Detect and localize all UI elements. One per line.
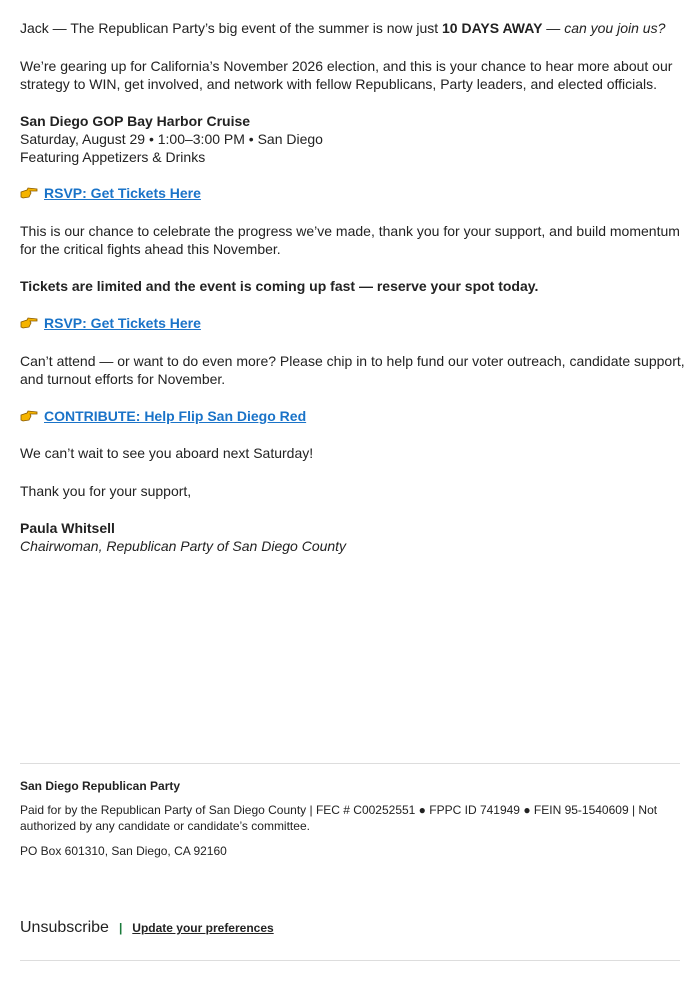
footer-org-name: [20, 778, 680, 794]
update-preferences-link[interactable]: Update your preferences: [132, 921, 274, 935]
footer-divider-top: [20, 763, 680, 764]
unsubscribe-link[interactable]: Unsubscribe: [20, 919, 109, 936]
contribute-link[interactable]: [20, 407, 306, 425]
chip-in-paragraph: Can’t attend — or want to do even more? Please chip in to help fund our voter outreach, candidate support, and turnout efforts for November.: [20, 353, 685, 387]
pointing-hand-icon: [20, 409, 38, 423]
contribute-link-label: CONTRIBUTE: Help Flip San Diego Red: [44, 408, 307, 424]
pointing-hand-icon: [20, 186, 38, 200]
event-datetime: Saturday, August 29 • 1:00–3:00 PM • San Diego: [20, 131, 323, 147]
footer-divider-bottom: [20, 960, 680, 961]
footer-address: PO Box 601310, San Diego, CA 92160: [20, 844, 227, 858]
event-featuring: Featuring Appetizers & Drinks: [20, 149, 206, 165]
intro-paragraph: [20, 19, 685, 37]
tickets-limited-paragraph: Tickets are limited and the event is coming up fast — reserve your spot today.: [20, 278, 539, 294]
rsvp-link-1[interactable]: [20, 184, 201, 202]
aboard-paragraph: We can’t wait to see you aboard next Saturday!: [20, 445, 314, 461]
strategy-paragraph: We’re gearing up for California’s November 2026 election, and this is your chance to hear more about our strategy to WIN, get involved, and network with fellow Republicans, Party leaders, and elected officials.: [20, 58, 673, 92]
rsvp-link-1-label: RSVP: Get Tickets Here: [44, 185, 201, 201]
event-title: San Diego GOP Bay Harbor Cruise: [20, 113, 251, 129]
footer-disclaimer: Paid for by the Republican Party of San Diego County | FEC # C00252551 ● FPPC ID 741949 ● FEIN 95-1540609 | Not authorized by any candidate or candidate’s committee.: [20, 803, 658, 833]
rsvp-link-2[interactable]: [20, 314, 201, 332]
links-separator: |: [118, 921, 123, 935]
footer-links: [20, 918, 274, 938]
intro-emphasis: 10 DAYS AWAY: [442, 20, 543, 36]
signature-block: [20, 519, 685, 555]
signature-title: Chairwoman, Republican Party of San Diego County: [20, 538, 347, 554]
footer-org: San Diego Republican Party: [20, 779, 181, 793]
intro-question: can you join us?: [564, 20, 666, 36]
intro-dash: —: [542, 20, 565, 36]
thanks-paragraph: Thank you for your support,: [20, 483, 192, 499]
event-details: [20, 112, 685, 166]
signature-name: Paula Whitsell: [20, 520, 115, 536]
intro-lead: Jack — The Republican Party’s big event of the summer is now just: [20, 20, 439, 36]
rsvp-link-2-label: RSVP: Get Tickets Here: [44, 315, 201, 331]
pointing-hand-icon: [20, 316, 38, 330]
celebrate-paragraph: This is our chance to celebrate the progress we’ve made, thank you for your support, and build momentum for the critical fights ahead this November.: [20, 223, 680, 257]
